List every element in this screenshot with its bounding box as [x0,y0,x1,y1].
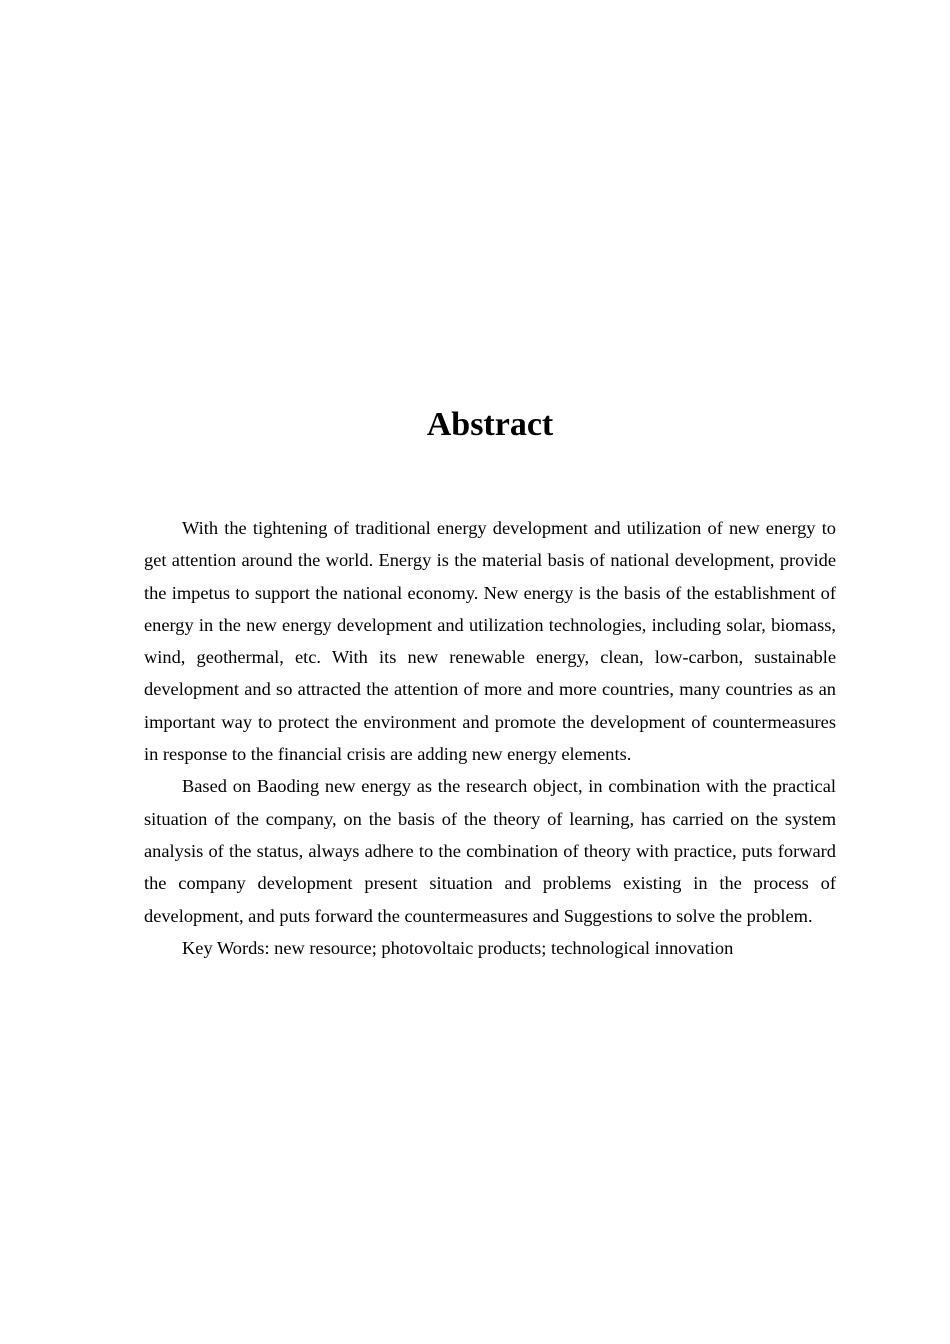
abstract-paragraph-2: Based on Baoding new energy as the research object, in combination with the practical situation of the company, on the basis of the theory of learning, has carried on the system analysis of the status, always adhere to the combination of theory with practice, puts forward the company development present situation and problems existing in the process of development, and puts forward the countermeasures and Suggestions to solve the problem. [144,776,836,926]
abstract-title: Abstract [426,406,554,443]
abstract-paragraph-1: With the tightening of traditional energy development and utilization of new energy to get attention around the world. Energy is the material basis of national development, provide the impetus to support the national economy. New energy is the basis of the establishment of energy in the new energy development and utilization technologies, including solar, biomass, wind, geothermal, etc. With its new renewable energy, clean, low-carbon, sustainable development and so attracted the attention of more and more countries, many countries as an important way to protect the environment and promote the development of countermeasures in response to the financial crisis are adding new energy elements. [144,518,836,765]
keywords-line: Key Words: new resource; photovoltaic products; technological innovation [182,937,734,958]
abstract-body [144,512,836,964]
